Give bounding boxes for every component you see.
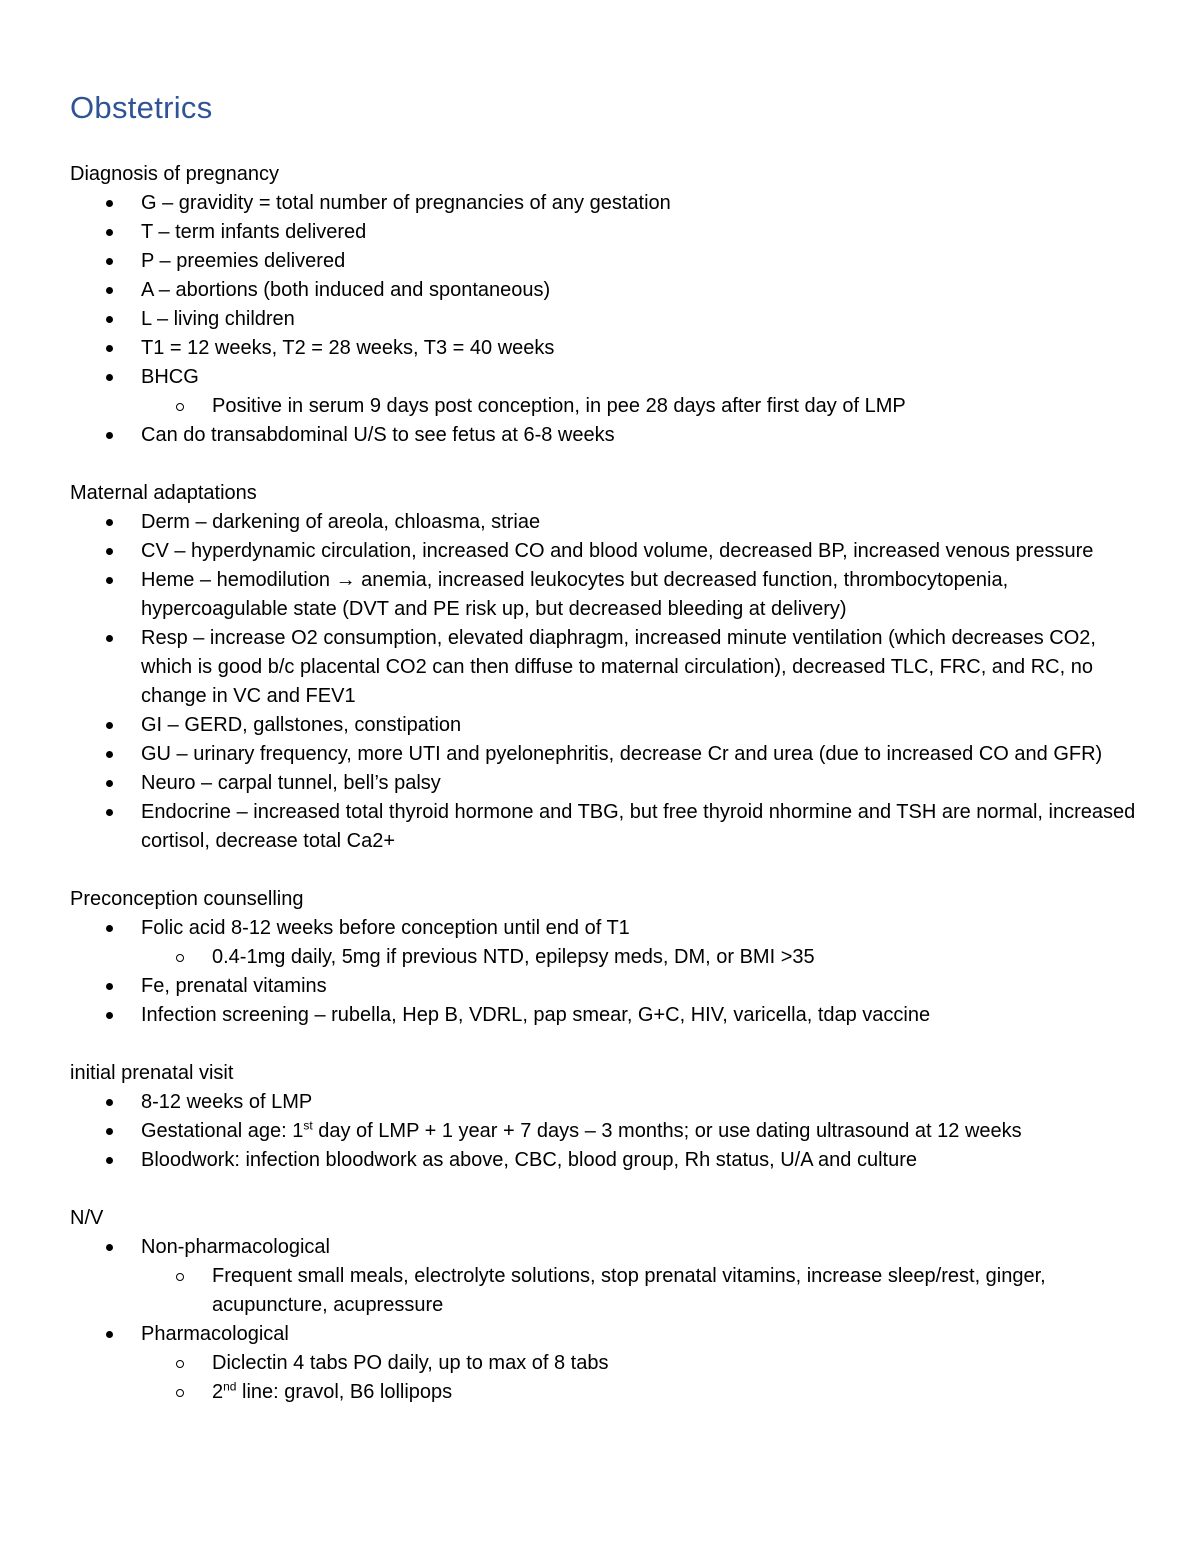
list-item: G – gravidity = total number of pregnancies of any gestation	[70, 189, 1140, 218]
bullet-list	[70, 1088, 1140, 1175]
list-item-text: day of LMP + 1 year + 7 days – 3 months; or use dating ultrasound at 12 weeks	[312, 1120, 1022, 1142]
section-heading: Diagnosis of pregnancy	[70, 163, 280, 185]
bullet-list	[70, 189, 1140, 450]
list-item: T – term infants delivered	[70, 218, 1140, 247]
list-item-text: 2	[212, 1381, 224, 1403]
section-nausea-vomiting	[70, 1204, 1140, 1407]
bullet-list	[70, 1233, 1140, 1407]
list-item: L – living children	[70, 305, 1140, 334]
list-item-text: Gestational age: 1	[141, 1120, 304, 1142]
list-item	[70, 1117, 1140, 1146]
list-item-text: anemia, increased leukocytes but decreased function, thrombocytopenia, hypercoagulable state (DVT and PE risk up, but decreased bleeding at delivery)	[141, 569, 1009, 620]
sub-list-item: 0.4-1mg daily, 5mg if previous NTD, epilepsy meds, DM, or BMI >35	[70, 943, 1140, 972]
arrow-right-icon: →	[335, 569, 356, 591]
list-item: GU – urinary frequency, more UTI and pyelonephritis, decrease Cr and urea (due to increased CO and GFR)	[70, 740, 1140, 769]
sub-list-item: Diclectin 4 tabs PO daily, up to max of 8 tabs	[70, 1349, 1140, 1378]
list-item: GI – GERD, gallstones, constipation	[70, 711, 1140, 740]
list-item: Can do transabdominal U/S to see fetus at 6-8 weeks	[70, 421, 1140, 450]
section-preconception-counselling	[70, 885, 1140, 1030]
superscript: st	[303, 1118, 313, 1133]
section-heading: N/V	[70, 1207, 104, 1229]
list-item: A – abortions (both induced and spontaneous)	[70, 276, 1140, 305]
list-item: Bloodwork: infection bloodwork as above, CBC, blood group, Rh status, U/A and culture	[70, 1146, 1140, 1175]
list-item: CV – hyperdynamic circulation, increased CO and blood volume, decreased BP, increased venous pressure	[70, 537, 1140, 566]
list-item: Neuro – carpal tunnel, bell’s palsy	[70, 769, 1140, 798]
list-item: Derm – darkening of areola, chloasma, striae	[70, 508, 1140, 537]
section-heading: Maternal adaptations	[70, 482, 257, 504]
bullet-list	[70, 508, 1140, 856]
list-item-text: line: gravol, B6 lollipops	[236, 1381, 453, 1403]
sub-list-item: Frequent small meals, electrolyte solutions, stop prenatal vitamins, increase sleep/rest, ginger, acupuncture, acupressure	[70, 1262, 1140, 1320]
section-heading: initial prenatal visit	[70, 1062, 234, 1084]
list-item: Fe, prenatal vitamins	[70, 972, 1140, 1001]
superscript: nd	[223, 1379, 237, 1394]
list-item: P – preemies delivered	[70, 247, 1140, 276]
list-item-text: Heme – hemodilution	[141, 569, 330, 591]
sub-list-item: Positive in serum 9 days post conception, in pee 28 days after first day of LMP	[70, 392, 1140, 421]
page-title: Obstetrics	[70, 90, 213, 125]
list-item: T1 = 12 weeks, T2 = 28 weeks, T3 = 40 weeks	[70, 334, 1140, 363]
list-item: Folic acid 8-12 weeks before conception until end of T1	[70, 914, 1140, 943]
section-maternal-adaptations	[70, 479, 1140, 856]
section-diagnosis-of-pregnancy	[70, 160, 1140, 450]
section-initial-prenatal-visit	[70, 1059, 1140, 1175]
list-item: Resp – increase O2 consumption, elevated diaphragm, increased minute ventilation (which decreases CO2, which is good b/c placental CO2 can then diffuse to maternal circulation), decreased TLC, FRC, and RC, no change in VC and FEV1	[70, 624, 1140, 711]
list-item: BHCG	[70, 363, 1140, 392]
list-item: Endocrine – increased total thyroid hormone and TBG, but free thyroid nhormine and TSH are normal, increased cortisol, decrease total Ca2+	[70, 798, 1140, 856]
list-item: Infection screening – rubella, Hep B, VDRL, pap smear, G+C, HIV, varicella, tdap vaccine	[70, 1001, 1140, 1030]
document-body	[70, 160, 1140, 1436]
list-item: 8-12 weeks of LMP	[70, 1088, 1140, 1117]
list-item	[70, 566, 1140, 624]
sub-list-item	[70, 1378, 1140, 1407]
section-heading: Preconception counselling	[70, 888, 304, 910]
list-item: Non-pharmacological	[70, 1233, 1140, 1262]
bullet-list	[70, 914, 1140, 1030]
list-item: Pharmacological	[70, 1320, 1140, 1349]
